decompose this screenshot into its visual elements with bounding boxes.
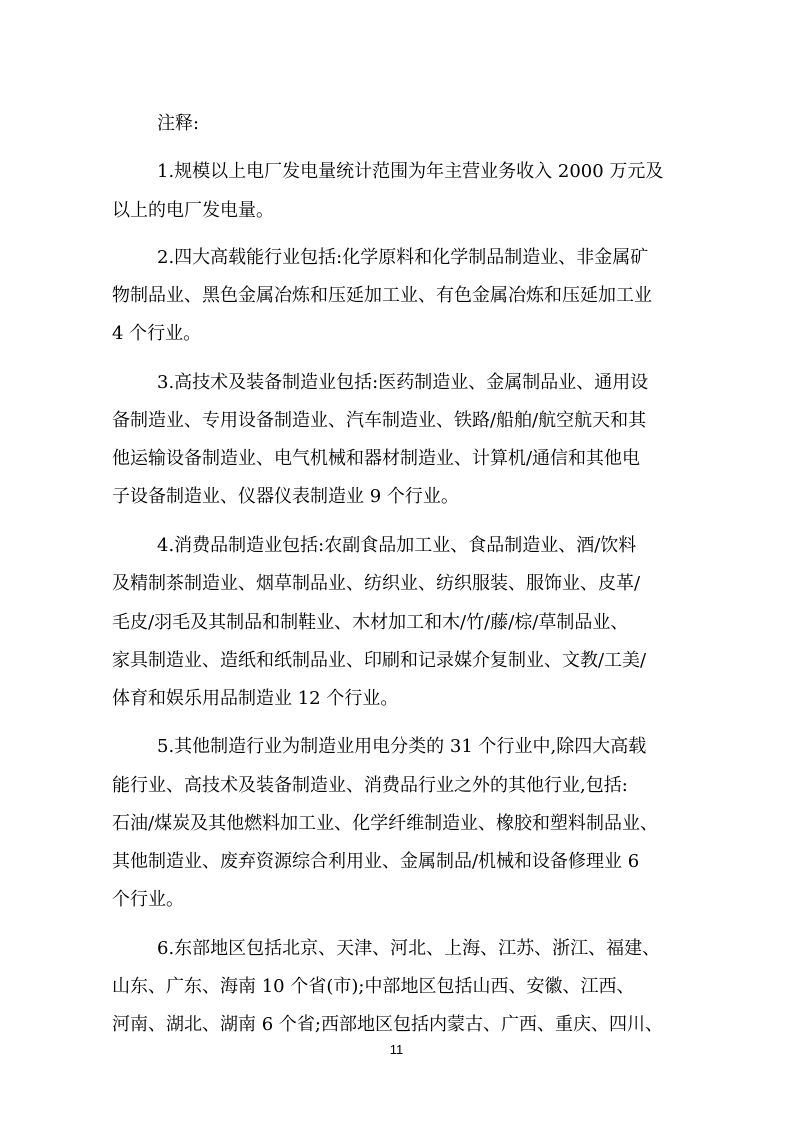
note-5-line-2: 能行业、高技术及装备制造业、消费品行业之外的其他行业,包括: <box>112 775 628 796</box>
note-5-line-3: 石油/煤炭及其他燃料加工业、化学纤维制造业、橡胶和塑料制品业、 <box>112 813 659 834</box>
note-3-line-3: 他运输设备制造业、电气机械和器材制造业、计算机/通信和其他电 <box>112 448 641 469</box>
note-4-line-5: 体育和娱乐用品制造业 12 个行业。 <box>112 688 399 709</box>
note-2-line-3: 4 个行业。 <box>112 323 202 344</box>
note-5-line-5: 个行业。 <box>112 889 184 910</box>
note-4-line-4: 家具制造业、造纸和纸制品业、印刷和记录媒介复制业、文教/工美/ <box>112 650 647 671</box>
note-6-line-3: 河南、湖北、湖南 6 个省;西部地区包括内蒙古、广西、重庆、四川、 <box>112 1014 663 1035</box>
page-number: 11 <box>389 1042 404 1057</box>
note-4-line-1: 4.消费品制造业包括:农副食品加工业、食品制造业、酒/饮料 <box>157 535 637 556</box>
note-5-line-4: 其他制造业、废弃资源综合利用业、金属制品/机械和设备修理业 6 <box>112 851 640 872</box>
note-6-line-1: 6.东部地区包括北京、天津、河北、上海、江苏、浙江、福建、 <box>157 938 661 959</box>
note-4-line-3: 毛皮/羽毛及其制品和制鞋业、木材加工和木/竹/藤/棕/草制品业、 <box>112 612 629 633</box>
note-3-line-2: 备制造业、专用设备制造业、汽车制造业、铁路/船舶/航空航天和其 <box>112 410 647 431</box>
note-4-line-2: 及精制茶制造业、烟草制品业、纺织业、纺织服装、服饰业、皮革/ <box>112 573 641 594</box>
note-3-line-1: 3.高技术及装备制造业包括:医药制造业、金属制品业、通用设 <box>157 372 649 393</box>
note-1-line-1: 1.规模以上电厂发电量统计范围为年主营业务收入 2000 万元及 <box>157 161 664 182</box>
note-2-line-2: 物制品业、黑色金属冶炼和压延加工业、有色金属冶炼和压延加工业 <box>112 285 652 306</box>
note-6-line-2: 山东、广东、海南 10 个省(市);中部地区包括山西、安徽、江西、 <box>112 976 635 997</box>
notes-heading: 注释: <box>157 113 200 134</box>
note-3-line-4: 子设备制造业、仪器仪表制造业 9 个行业。 <box>112 486 459 507</box>
note-5-line-1: 5.其他制造行业为制造业用电分类的 31 个行业中,除四大高载 <box>157 736 647 757</box>
note-1-line-2: 以上的电厂发电量。 <box>112 200 274 221</box>
note-2-line-1: 2.四大高载能行业包括:化学原料和化学制品制造业、非金属矿 <box>157 247 649 268</box>
